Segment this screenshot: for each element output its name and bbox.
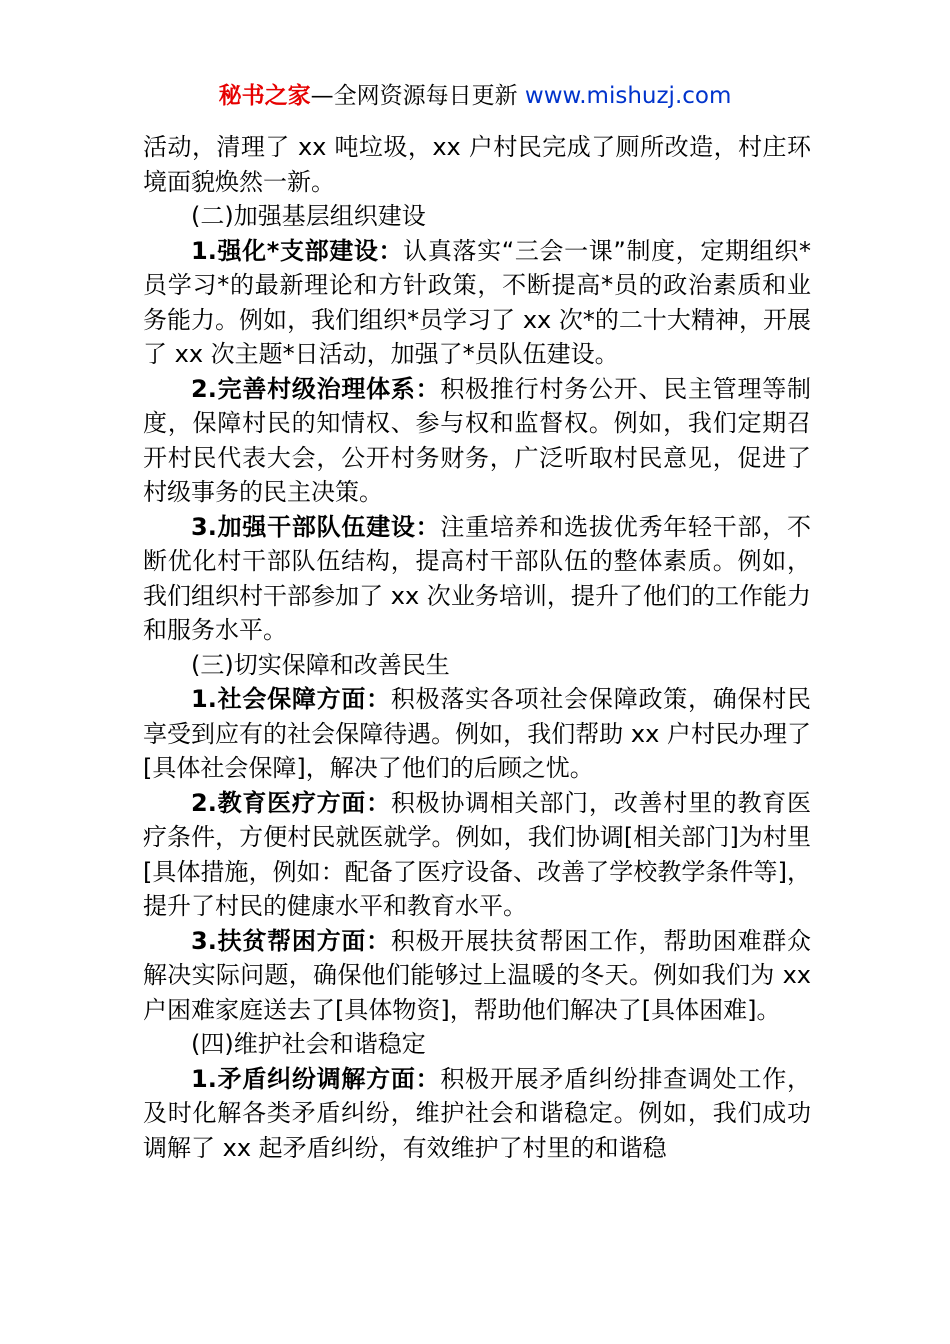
paragraph-lead: 1.强化*支部建设：	[191, 236, 404, 265]
paragraph-text: 注重培养和选拔优秀年轻干部，不断优化村干部队伍结构，提高村干部队伍的整体素质。例如，我们组织村干部参加了 xx 次业务培训，提升了他们的工作能力和服务水平。	[143, 512, 811, 644]
paragraph-text: 积极推行村务公开、民主管理等制度，保障村民的知情权、参与权和监督权。例如，我们定期召开村民代表大会，公开村务财务，广泛听取村民意见，促进了村级事务的民主决策。	[143, 374, 811, 506]
paragraph-1	[143, 130, 811, 199]
header-brand: 秘书之家	[218, 83, 311, 109]
paragraph-text: 认真落实“三会一课”制度，定期组织*员学习*的最新理论和方针政策，不断提高*员的政治素质和业务能力。例如，我们组织*员学习了 xx 次*的二十大精神，开展了 xx 次主题*日活动，加强了*员队伍建设。	[143, 236, 811, 368]
section-heading-4	[143, 1027, 811, 1062]
paragraph-text: (四)维护社会和谐稳定	[191, 1030, 426, 1058]
section-heading-2	[143, 199, 811, 234]
paragraph-9	[143, 924, 811, 1028]
paragraph-lead: 3.加强干部队伍建设：	[191, 512, 441, 541]
header-tagline: —全网资源每日更新	[310, 83, 525, 109]
paragraph-lead: 1.社会保障方面：	[191, 685, 391, 713]
paragraph-lead: 2.教育医疗方面：	[191, 788, 391, 817]
header-url[interactable]: www.mishuzj.com	[524, 83, 732, 109]
paragraph-text: (二)加强基层组织建设	[191, 202, 426, 230]
paragraph-7	[143, 682, 811, 786]
paragraph-lead: 3.扶贫帮困方面：	[191, 926, 391, 955]
paragraph-5	[143, 510, 811, 648]
paragraph-text: 积极协调相关部门，改善村里的教育医疗条件，方便村民就医就学。例如，我们协调[相关部门]为村里[具体措施，例如：配备了医疗设备、改善了学校教学条件等]，提升了村民的健康水平和教育水平。	[143, 788, 811, 920]
paragraph-4	[143, 372, 811, 510]
paragraph-text: 积极落实各项社会保障政策，确保村民享受到应有的社会保障待遇。例如，我们帮助 xx 户村民办理了[具体社会保障]，解决了他们的后顾之忧。	[143, 685, 811, 782]
paragraph-3	[143, 234, 811, 372]
paragraph-text: 积极开展扶贫帮困工作，帮助困难群众解决实际问题，确保他们能够过上温暖的冬天。例如我们为 xx 户困难家庭送去了[具体物资]，帮助他们解决了[具体困难]。	[143, 926, 811, 1024]
paragraph-11	[143, 1062, 811, 1166]
document-body	[143, 130, 811, 1165]
section-heading-3	[143, 648, 811, 683]
paragraph-lead: 1.矛盾纠纷调解方面：	[191, 1064, 441, 1093]
paragraph-text: 活动，清理了 xx 吨垃圾，xx 户村民完成了厕所改造，村庄环境面貌焕然一新。	[143, 133, 811, 196]
paragraph-8	[143, 786, 811, 924]
page-header	[0, 80, 950, 112]
paragraph-text: 积极开展矛盾纠纷排查调处工作，及时化解各类矛盾纠纷，维护社会和谐稳定。例如，我们成功调解了 xx 起矛盾纠纷，有效维护了村里的和谐稳	[143, 1064, 811, 1162]
paragraph-text: (三)切实保障和改善民生	[191, 650, 450, 679]
paragraph-lead: 2.完善村级治理体系：	[191, 374, 441, 403]
